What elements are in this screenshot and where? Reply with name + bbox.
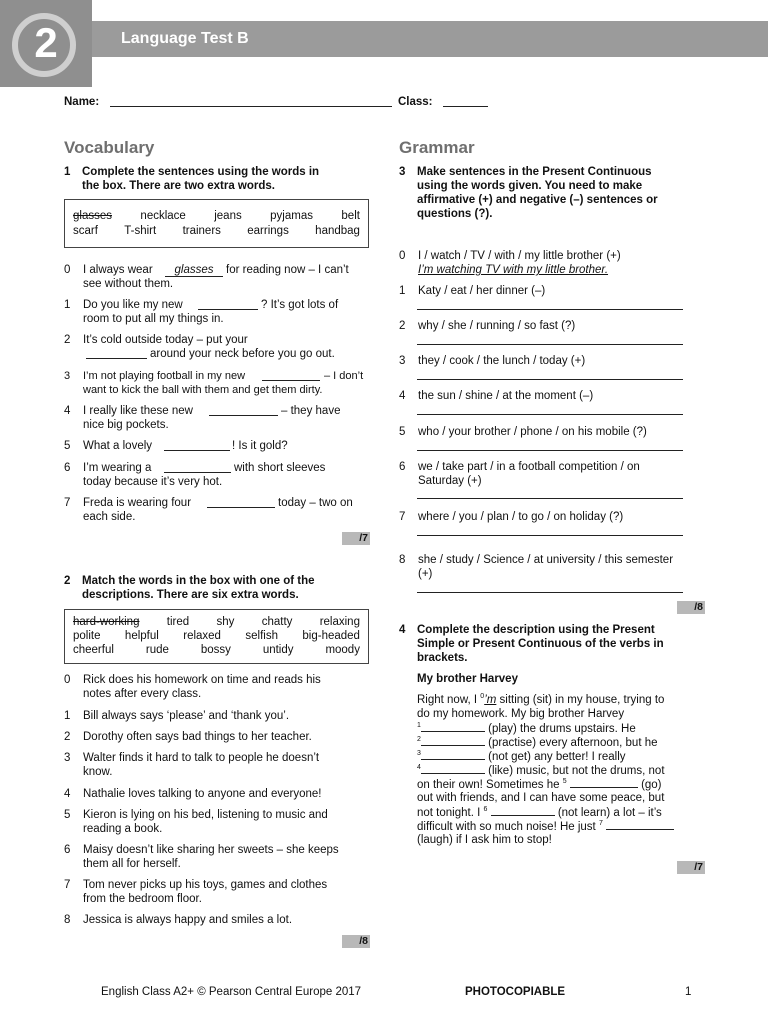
word: trainers (182, 225, 221, 237)
instruction-line: Complete the sentences using the words in (82, 166, 320, 178)
answer-blank[interactable] (86, 358, 147, 359)
item-text: with short sleeves (234, 462, 326, 474)
answer-blank[interactable] (198, 309, 258, 310)
item-text: why / she / running / so fast (?) (418, 320, 576, 332)
item-text: Saturday (+) (418, 475, 482, 487)
item-number: 7 (399, 511, 406, 523)
list-item (64, 709, 374, 725)
score-box[interactable]: /7 (342, 532, 370, 545)
list-item (64, 263, 374, 293)
gap-number: 2 (417, 736, 421, 744)
list-item (64, 730, 374, 746)
item-number: 4 (64, 788, 71, 800)
list-item (399, 510, 709, 540)
instruction-line: questions (?). (417, 208, 493, 220)
word: pyjamas (270, 210, 313, 222)
item-number: 6 (399, 461, 406, 473)
text-line (417, 735, 658, 750)
instruction-line: Make sentences in the Present Continuous (417, 166, 652, 178)
word: scarf (73, 225, 98, 237)
item-number: 0 (64, 264, 71, 276)
item-text: Maisy doesn’t like sharing her sweets – she keeps (83, 844, 339, 856)
score-box[interactable]: /8 (677, 601, 705, 614)
answer-blank[interactable] (417, 309, 683, 310)
item-number: 8 (64, 914, 71, 926)
word: handbag (315, 225, 360, 237)
item-number: 1 (64, 299, 71, 311)
page-title: Language Test B (121, 30, 249, 47)
item-text: I always wear (83, 264, 153, 276)
item-text: – I don’t (324, 370, 364, 382)
item-number: 2 (399, 320, 406, 332)
word: jeans (214, 210, 242, 222)
text-line (417, 749, 626, 764)
gap-number: 3 (417, 750, 421, 758)
item-text: nice big pockets. (83, 419, 169, 431)
item-text: Rick does his homework on time and reads his (83, 674, 321, 686)
item-text: know. (83, 766, 113, 778)
example-answer: I’m watching TV with my little brother. (418, 264, 609, 276)
item-text: ! Is it gold? (232, 440, 288, 452)
item-text: ? It’s got lots of (261, 299, 339, 311)
list-item (64, 404, 374, 434)
list-item (399, 284, 709, 314)
item-text: around your neck before you go out. (150, 348, 335, 360)
word: moody (325, 644, 360, 656)
item-number: 7 (64, 879, 71, 891)
word-row (73, 615, 360, 629)
word: tired (166, 616, 190, 628)
score-box[interactable]: /8 (342, 935, 370, 948)
word: glasses (73, 210, 112, 222)
word: belt (341, 210, 360, 222)
answer-blank[interactable] (417, 592, 683, 593)
item-text: today because it’s very hot. (83, 476, 223, 488)
item-text: I’m wearing a (83, 462, 152, 474)
text-fragment: Right now, I (417, 694, 478, 706)
item-text: Freda is wearing four (83, 497, 192, 509)
item-text: for reading now – I can’t (226, 264, 349, 276)
answer-blank[interactable] (491, 805, 555, 816)
text-line (417, 721, 636, 736)
text-fragment: on their own! Sometimes he (417, 779, 560, 791)
item-text: them all for herself. (83, 858, 181, 870)
item-number: 2 (64, 731, 71, 743)
gap-number: 1 (417, 722, 421, 730)
word-box-2 (64, 609, 369, 664)
score-box[interactable]: /7 (677, 861, 705, 874)
item-text: room to put all my things in. (83, 313, 224, 325)
answer-blank[interactable] (421, 749, 485, 760)
task-number: 1 (64, 166, 71, 178)
task-number: 3 (399, 166, 406, 178)
answer-blank[interactable] (606, 819, 674, 830)
word: helpful (124, 630, 159, 642)
item-number: 0 (399, 250, 406, 262)
list-item (399, 354, 709, 384)
word: relaxed (183, 630, 221, 642)
word: big-headed (302, 630, 360, 642)
text-line (417, 819, 674, 834)
text-fragment: (like) music, but not the drums, not (488, 765, 665, 777)
item-text: where / you / plan / to go / on holiday (?) (418, 511, 624, 523)
instruction-line: using the words given. You need to make (417, 180, 643, 192)
instruction-line: affirmative (+) and negative (–) sentences or (417, 194, 658, 206)
unit-badge (0, 0, 92, 87)
item-number: 0 (64, 674, 71, 686)
item-number: 5 (64, 809, 71, 821)
list-item (64, 751, 374, 781)
item-text: I really like these new (83, 405, 193, 417)
item-number: 8 (399, 554, 406, 566)
item-text: see without them. (83, 278, 174, 290)
item-number: 3 (64, 752, 71, 764)
grammar-title: Grammar (399, 138, 475, 157)
instruction-line: the box. There are two extra words. (82, 180, 275, 192)
list-item (64, 808, 374, 838)
item-text: we / take part / in a football competition / on (418, 461, 640, 473)
item-text: reading a book. (83, 823, 163, 835)
text-fragment: difficult with so much noise! He just (417, 821, 596, 833)
item-text: who / your brother / phone / on his mobile (?) (418, 426, 647, 438)
word: chatty (261, 616, 293, 628)
text-line: out with friends, and I can have some peace, but (417, 792, 665, 804)
item-number: 3 (399, 355, 406, 367)
gap-number: 0 (480, 693, 485, 701)
list-item (399, 249, 709, 279)
list-item (399, 460, 709, 504)
answer-blank[interactable] (164, 472, 231, 473)
footer-photocopiable: PHOTOCOPIABLE (465, 986, 566, 998)
list-item (64, 673, 374, 703)
gap-number: 7 (598, 820, 603, 828)
item-text: they / cook / the lunch / today (+) (418, 355, 586, 367)
item-text: Nathalie loves talking to anyone and everyone! (83, 788, 322, 800)
answer-blank[interactable] (417, 498, 683, 499)
item-text: from the bedroom floor. (83, 893, 202, 905)
page-number: 1 (685, 986, 692, 998)
list-item (64, 461, 374, 491)
word-row (73, 629, 360, 643)
word: bossy (200, 644, 231, 656)
item-text: It’s cold outside today – put your (83, 334, 248, 346)
item-number: 5 (64, 440, 71, 452)
answer-blank[interactable] (421, 721, 485, 732)
list-item (64, 298, 374, 328)
item-text: Katy / eat / her dinner (–) (418, 285, 546, 297)
footer-copyright: English Class A2+ © Pearson Central Europe 2017 (101, 986, 362, 998)
item-text: each side. (83, 511, 136, 523)
gap-number: 6 (483, 806, 488, 814)
vocabulary-title: Vocabulary (64, 138, 155, 157)
item-text: Jessica is always happy and smiles a lot. (83, 914, 293, 926)
item-number: 3 (64, 370, 71, 382)
instruction-line: Simple or Present Continuous of the verbs in (417, 638, 664, 650)
example-answer: glasses (165, 263, 223, 277)
text-line: do my homework. My big brother Harvey (417, 708, 625, 720)
item-text: What a lovely (83, 440, 153, 452)
answer-blank[interactable] (207, 507, 275, 508)
answer-blank[interactable] (417, 344, 683, 345)
word: rude (145, 644, 169, 656)
answer-blank[interactable] (262, 380, 320, 381)
list-item (64, 787, 374, 803)
text-fragment: (go) (641, 779, 662, 791)
list-item (64, 843, 374, 873)
instruction-line: Complete the description using the Present (417, 624, 655, 636)
answer-blank[interactable] (209, 415, 278, 416)
item-text: Do you like my new (83, 299, 183, 311)
task-3-instructions (399, 165, 709, 223)
class-field[interactable] (443, 106, 488, 107)
task-2-instructions (64, 574, 374, 604)
text-line (417, 777, 662, 792)
gap-number: 5 (562, 778, 567, 786)
text-fragment: (not learn) a lot – it’s (557, 807, 662, 819)
text-fragment: (practise) every afternoon, but he (488, 737, 658, 749)
word-row (73, 209, 360, 223)
text-fragment: not tonight. I (417, 807, 481, 819)
text-subtitle: My brother Harvey (417, 673, 518, 685)
item-text: the sun / shine / at the moment (–) (418, 390, 594, 402)
item-text: Walter finds it hard to talk to people he doesn’t (83, 752, 320, 764)
item-number: 1 (399, 285, 406, 297)
word: necklace (140, 210, 186, 222)
list-item (399, 553, 709, 597)
item-text: Dorothy often says bad things to her teacher. (83, 731, 312, 743)
word-row (73, 643, 360, 657)
gap-number: 4 (417, 764, 421, 772)
list-item (64, 369, 374, 399)
item-text: Bill always says ‘please’ and ‘thank you’. (83, 710, 290, 722)
task-4-instructions (399, 623, 709, 667)
item-number: 7 (64, 497, 71, 509)
item-text: want to kick the ball with them and get them dirty. (83, 384, 323, 396)
item-number: 5 (399, 426, 406, 438)
answer-blank[interactable] (417, 379, 683, 380)
word-box-1 (64, 199, 369, 248)
list-item (64, 878, 374, 908)
text-line (417, 763, 665, 778)
word: T-shirt (124, 225, 157, 237)
word: shy (216, 616, 235, 628)
item-text: (+) (418, 568, 433, 580)
text-line (417, 693, 664, 707)
item-number: 4 (399, 390, 406, 402)
item-text: notes after every class. (83, 688, 202, 700)
text-line: (laugh) if I ask him to stop! (417, 834, 552, 846)
word: hard-working (73, 616, 140, 628)
item-text: she / study / Science / at university / this semester (418, 554, 674, 566)
answer-blank[interactable] (570, 777, 638, 788)
item-text: Tom never picks up his toys, games and clothes (83, 879, 328, 891)
instruction-line: descriptions. There are six extra words. (82, 589, 299, 601)
word-row (73, 224, 360, 238)
answer-blank[interactable] (417, 414, 683, 415)
item-number: 1 (64, 710, 71, 722)
list-item (399, 389, 709, 419)
instruction-line: Match the words in the box with one of the (82, 575, 315, 587)
name-field[interactable] (110, 106, 392, 107)
text-fragment: sitting (sit) in my house, trying to (499, 694, 665, 706)
word: polite (73, 630, 101, 642)
answer-blank[interactable] (421, 735, 485, 746)
word: relaxing (319, 616, 360, 628)
example-answer: ’m (484, 694, 497, 706)
item-text: – they have (281, 405, 341, 417)
instruction-line: brackets. (417, 652, 468, 664)
item-number: 2 (64, 334, 71, 346)
task-number: 4 (399, 624, 406, 636)
item-text: I’m not playing football in my new (83, 370, 246, 382)
item-number: 4 (64, 405, 71, 417)
text-fragment: (play) the drums upstairs. He (488, 723, 636, 735)
unit-number: 2 (34, 19, 58, 66)
task-1-instructions (64, 165, 374, 195)
text-line (417, 805, 662, 820)
list-item (399, 425, 709, 455)
word: cheerful (73, 644, 114, 656)
answer-blank[interactable] (164, 450, 230, 451)
list-item (64, 496, 374, 526)
item-text: I / watch / TV / with / my little brother (+) (418, 250, 621, 262)
word: selfish (245, 630, 278, 642)
answer-blank[interactable] (417, 450, 683, 451)
task-number: 2 (64, 575, 71, 587)
item-text: Kieron is lying on his bed, listening to music and (83, 809, 328, 821)
name-label: Name: (64, 96, 100, 108)
list-item (64, 333, 374, 363)
item-text: today – two on (278, 497, 353, 509)
word: earrings (247, 225, 289, 237)
answer-blank[interactable] (417, 535, 683, 536)
list-item (399, 319, 709, 349)
answer-blank[interactable] (421, 763, 485, 774)
class-label: Class: (398, 96, 433, 108)
list-item (64, 913, 374, 929)
title-bar (92, 21, 768, 57)
text-fragment: (not get) any better! I really (488, 751, 626, 763)
list-item (64, 439, 374, 455)
item-number: 6 (64, 844, 71, 856)
item-number: 6 (64, 462, 71, 474)
word: untidy (262, 644, 294, 656)
